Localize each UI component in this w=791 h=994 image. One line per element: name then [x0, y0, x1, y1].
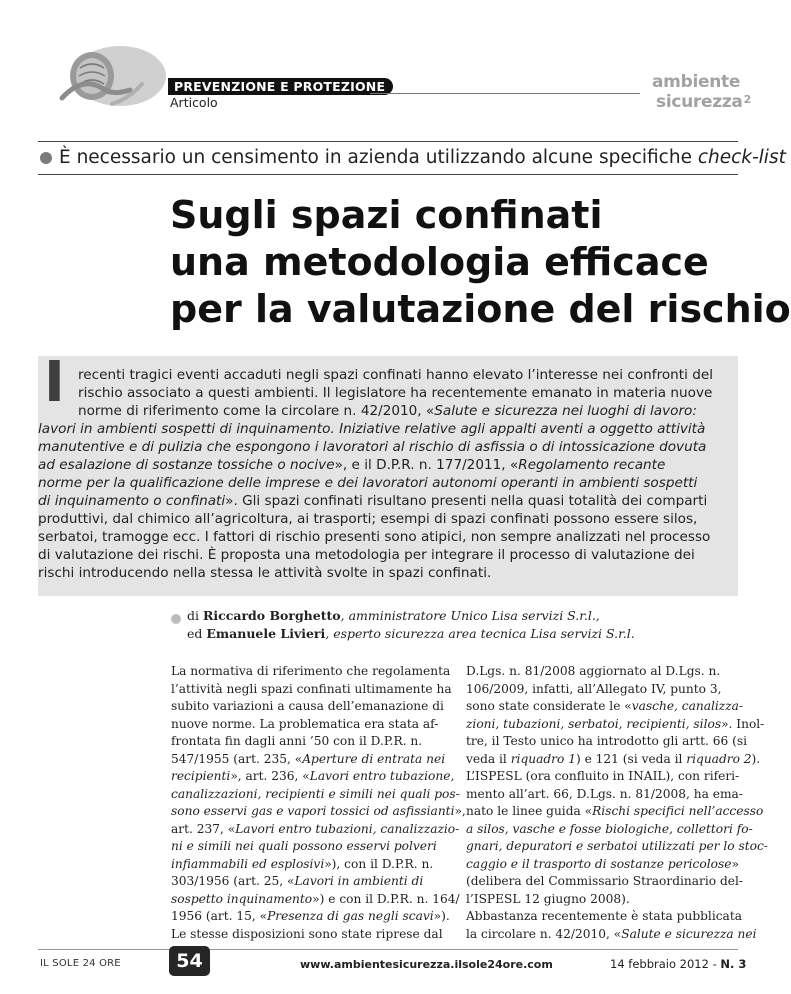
body-line: Abbastanza recentemente è stata pubblicata	[466, 909, 742, 923]
title-line: Sugli spazi confinati	[170, 193, 603, 237]
body-line: sono esservi gas e vapori tossici od asfissianti»,	[171, 804, 466, 818]
body-line: mento all’art. 66, D.Lgs. n. 81/2008, ha ema-	[466, 786, 743, 801]
abstract-line: lavori in ambienti sospetti di inquinamento. Iniziative relative agli appalti aventi a oggetto attività	[38, 421, 706, 437]
section-emblem-icon	[52, 38, 167, 118]
body-line: caggio e il trasporto di sostanze pericolose»	[466, 856, 739, 871]
byline-bullet-icon	[171, 614, 181, 624]
abstract-line: di valutazione dei rischi. È proposta una metodologia per integrare il processo di valutazione dei	[38, 547, 695, 563]
article-kicker: È necessario un censimento in azienda utilizzando alcune specifiche check-list	[59, 147, 786, 168]
body-line: a silos, vasche e fosse biologiche, collettori fo-	[466, 821, 753, 836]
body-line: subito variazioni a causa dell’emanazione di	[171, 699, 444, 713]
byline-author-1: di Riccardo Borghetto, amministratore Unico Lisa servizi S.r.l.,	[187, 608, 600, 623]
body-line: 303/1956 (art. 25, «Lavori in ambienti di	[171, 874, 424, 888]
byline-author-2: ed Emanuele Livieri, esperto sicurezza area tecnica Lisa servizi S.r.l.	[187, 626, 635, 641]
abstract-line: di inquinamento o confinati». Gli spazi confinati risultano presenti nella quasi totalità dei comparti	[38, 493, 708, 509]
footer-url: www.ambientesicurezza.ilsole24ore.com	[300, 958, 553, 971]
article-title	[170, 192, 791, 333]
body-line: L’ISPESL (ora confluito in INAIL), con riferi-	[466, 769, 740, 783]
abstract-line: produttivi, dal chimico all’agricoltura, ai trasporti; esempi di spazi confinati possono essere silos,	[38, 511, 698, 527]
abstract-line: norme di riferimento come la circolare n. 42/2010, «Salute e sicurezza nei luoghi di lavoro:	[78, 403, 697, 419]
body-line: veda il riquadro 1) e 121 (si veda il riquadro 2).	[466, 751, 761, 766]
body-line: D.Lgs. n. 81/2008 aggiornato al D.Lgs. n.	[466, 664, 721, 678]
body-line: 106/2009, infatti, all’Allegato IV, punto 3,	[466, 681, 722, 696]
body-line: l’attività negli spazi confinati ultimamente ha	[171, 681, 452, 696]
abstract-line: manutentive e di pulizia che espongono i lavoratori al rischio di asfissia o di intossicazione dovuta	[38, 439, 707, 455]
footer-publisher: IL SOLE 24 ORE	[40, 958, 121, 969]
kicker-top-rule	[38, 141, 738, 142]
magazine-logo-line2: sicurezza$^2$	[656, 92, 751, 112]
body-line: ni e simili nei quali possono esservi polveri	[171, 839, 437, 853]
body-line: zioni, tubazioni, serbatoi, recipienti, silos». Inol-	[466, 716, 765, 731]
kicker-bullet-icon	[40, 152, 52, 164]
body-line: sono state considerate le «vasche, canalizza-	[466, 699, 744, 713]
page-number: 54	[169, 946, 210, 976]
body-line: infiammabili ed esplosivi»), con il D.P.R. n.	[171, 856, 434, 871]
body-line: gnari, depuratori e serbatoi utilizzati per lo stoc-	[466, 839, 768, 853]
body-line: nuove norme. La problematica era stata af-	[171, 716, 439, 731]
body-line: nato le linee guida «Rischi specifici nell’accesso	[466, 804, 764, 818]
abstract-line: rischio associato a questi ambienti. Il legislatore ha recentemente emanato in materia nuove	[78, 385, 713, 401]
abstract-line: ad esalazione di sostanze tossiche o nocive», e il D.P.R. n. 177/2011, «Regolamento recante	[38, 457, 666, 473]
abstract-line: norme per la qualificazione delle imprese e dei lavoratori autonomi operanti in ambienti sospetti	[38, 475, 698, 491]
magazine-logo-line1: ambiente	[652, 72, 741, 92]
abstract-line: serbatoi, tramogge ecc. I fattori di rischio presenti sono atipici, non sempre analizzati nel processo	[38, 529, 711, 545]
body-line: La normativa di riferimento che regolamenta	[171, 664, 451, 678]
body-column-left	[171, 663, 466, 943]
magazine-logo-superscript: 2	[743, 93, 751, 106]
body-line: la circolare n. 42/2010, «Salute e sicurezza nei	[466, 926, 757, 941]
body-column-right	[466, 663, 768, 943]
abstract-line: rischi introducendo nella stessa le attività svolte in spazi confinati.	[38, 565, 492, 581]
body-line: l’ISPESL 12 giugno 2008).	[466, 891, 630, 906]
header-divider	[370, 93, 640, 94]
body-line: tre, il Testo unico ha introdotto gli artt. 66 (si	[466, 734, 748, 748]
section-label: PREVENZIONE E PROTEZIONE	[168, 78, 393, 95]
body-line: 547/1955 (art. 235, «Aperture di entrata nei	[171, 751, 446, 766]
footer-rule	[38, 949, 738, 950]
body-line: (delibera del Commissario Straordinario del-	[466, 874, 743, 888]
title-line: per la valutazione del rischio	[170, 287, 791, 331]
body-line: Le stesse disposizioni sono state riprese dal	[171, 926, 443, 941]
body-line: canalizzazioni, recipienti e simili nei quali pos-	[171, 786, 460, 801]
body-line: sospetto inquinamento») e con il D.P.R. n. 164/	[171, 891, 460, 906]
body-line: frontata fin dagli anni ’50 con il D.P.R. n.	[171, 734, 423, 748]
body-line: recipienti», art. 236, «Lavori entro tubazione,	[171, 769, 455, 783]
kicker-bottom-rule	[38, 174, 738, 175]
abstract-dropcap: I	[44, 350, 65, 415]
body-line: 1956 (art. 15, «Presenza di gas negli scavi»).	[171, 909, 450, 923]
abstract-line: recenti tragici eventi accaduti negli spazi confinati hanno elevato l’interesse nei confronti del	[78, 367, 713, 383]
footer-date: 14 febbraio 2012 - N. 3	[610, 957, 747, 971]
section-subtitle: Articolo	[170, 95, 218, 110]
title-line: una metodologia efficace	[170, 240, 709, 284]
body-line: art. 237, «Lavori entro tubazioni, canalizzazio-	[171, 821, 460, 836]
